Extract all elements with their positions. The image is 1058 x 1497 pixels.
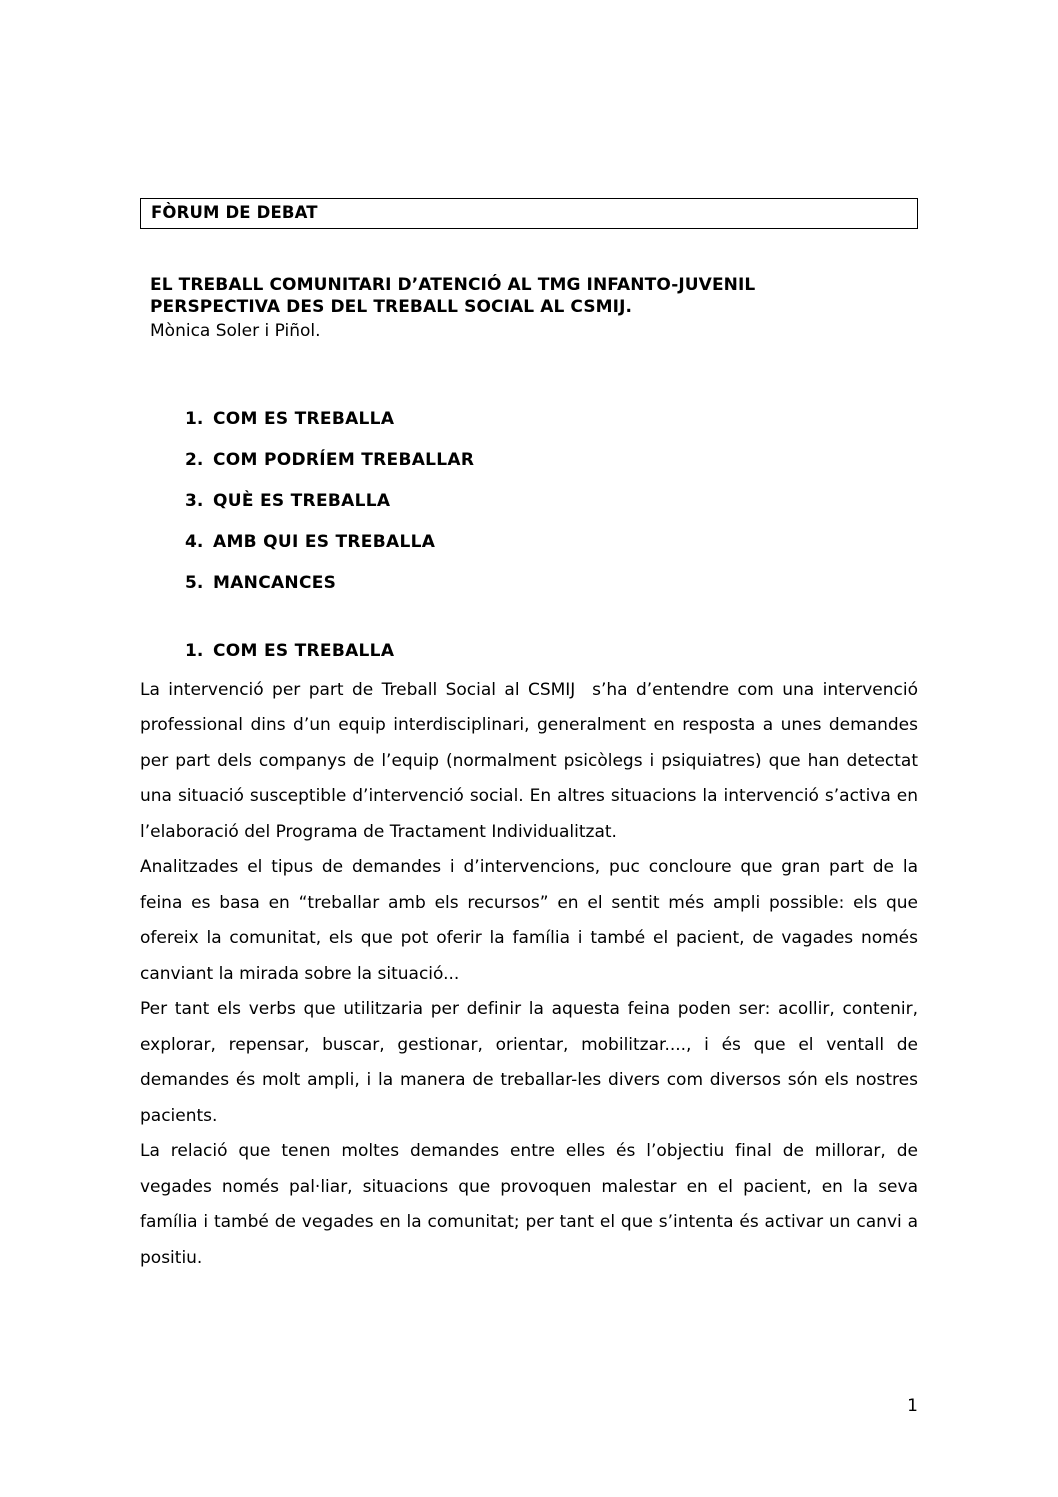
forum-header-title: FÒRUM DE DEBAT: [151, 203, 318, 223]
forum-header-box: [140, 198, 918, 229]
toc-item-number: 4.: [185, 531, 204, 552]
document-author: Mònica Soler i Piñol.: [150, 320, 321, 341]
toc-item-label: COM ES TREBALLA: [213, 408, 395, 429]
document-title-line-2: PERSPECTIVA DES DEL TREBALL SOCIAL AL CSMIJ.: [150, 297, 633, 318]
section-heading-number: 1.: [185, 640, 204, 661]
section-paragraph-4: La relació que tenen moltes demandes entre elles és l’objectiu final de millorar, de vegades només pal·liar, situacions que provoquen malestar en el pacient, en la seva família i també de vegades en la comunitat; per tant el que s’intenta és activar un canvi a positiu.: [140, 1141, 924, 1268]
toc-item-number: 5.: [185, 572, 204, 593]
section-paragraph-1: La intervenció per part de Treball Social al CSMIJ s’ha d’entendre com una intervenció professional dins d’un equip interdisciplinari, generalment en resposta a unes demandes per part dels companys de l’equip (normalment psicòlegs i psiquiatres) que han detectat una situació susceptible d’intervenció social. En altres situacions la intervenció s’activa en l’elaboració del Programa de Tractament Individualitzat.: [140, 679, 924, 842]
document-title-block: [150, 274, 918, 343]
section-paragraph-3: Per tant els verbs que utilitzaria per definir la aquesta feina poden ser: acollir, contenir, explorar, repensar, buscar, gestionar, orientar, mobilitzar...., i és que el ventall de demandes és molt ampli, i la manera de treballar-les divers com diversos són els nostres pacients.: [140, 999, 924, 1126]
section-paragraph-2: Analitzades el tipus de demandes i d’intervencions, puc concloure que gran part de la feina es basa en “treballar amb els recursos” en el sentit més ampli possible: els que ofereix la comunitat, els que pot oferir la família i també el pacient, de vagades només canviant la mirada sobre la situació...: [140, 857, 924, 984]
section-heading-1: [185, 640, 918, 661]
toc-item-2: [185, 449, 918, 470]
toc-item-3: [185, 490, 918, 511]
toc-item-1: [185, 408, 918, 429]
page-number: 1: [907, 1396, 918, 1416]
toc-item-label: AMB QUI ES TREBALLA: [213, 531, 436, 552]
toc-item-label: MANCANCES: [213, 572, 337, 593]
toc-item-label: QUÈ ES TREBALLA: [213, 490, 391, 511]
document-title-line-1: EL TREBALL COMUNITARI D’ATENCIÓ AL TMG INFANTO-JUVENIL: [150, 275, 756, 295]
toc-item-number: 2.: [185, 449, 204, 470]
toc-item-label: COM PODRÍEM TREBALLAR: [213, 449, 475, 470]
toc-item-number: 3.: [185, 490, 204, 511]
toc-item-number: 1.: [185, 408, 204, 429]
section-heading-label: COM ES TREBALLA: [213, 640, 395, 661]
toc-item-5: [185, 572, 918, 593]
table-of-contents: [140, 408, 918, 593]
document-content: [140, 198, 924, 1276]
toc-item-4: [185, 531, 918, 552]
